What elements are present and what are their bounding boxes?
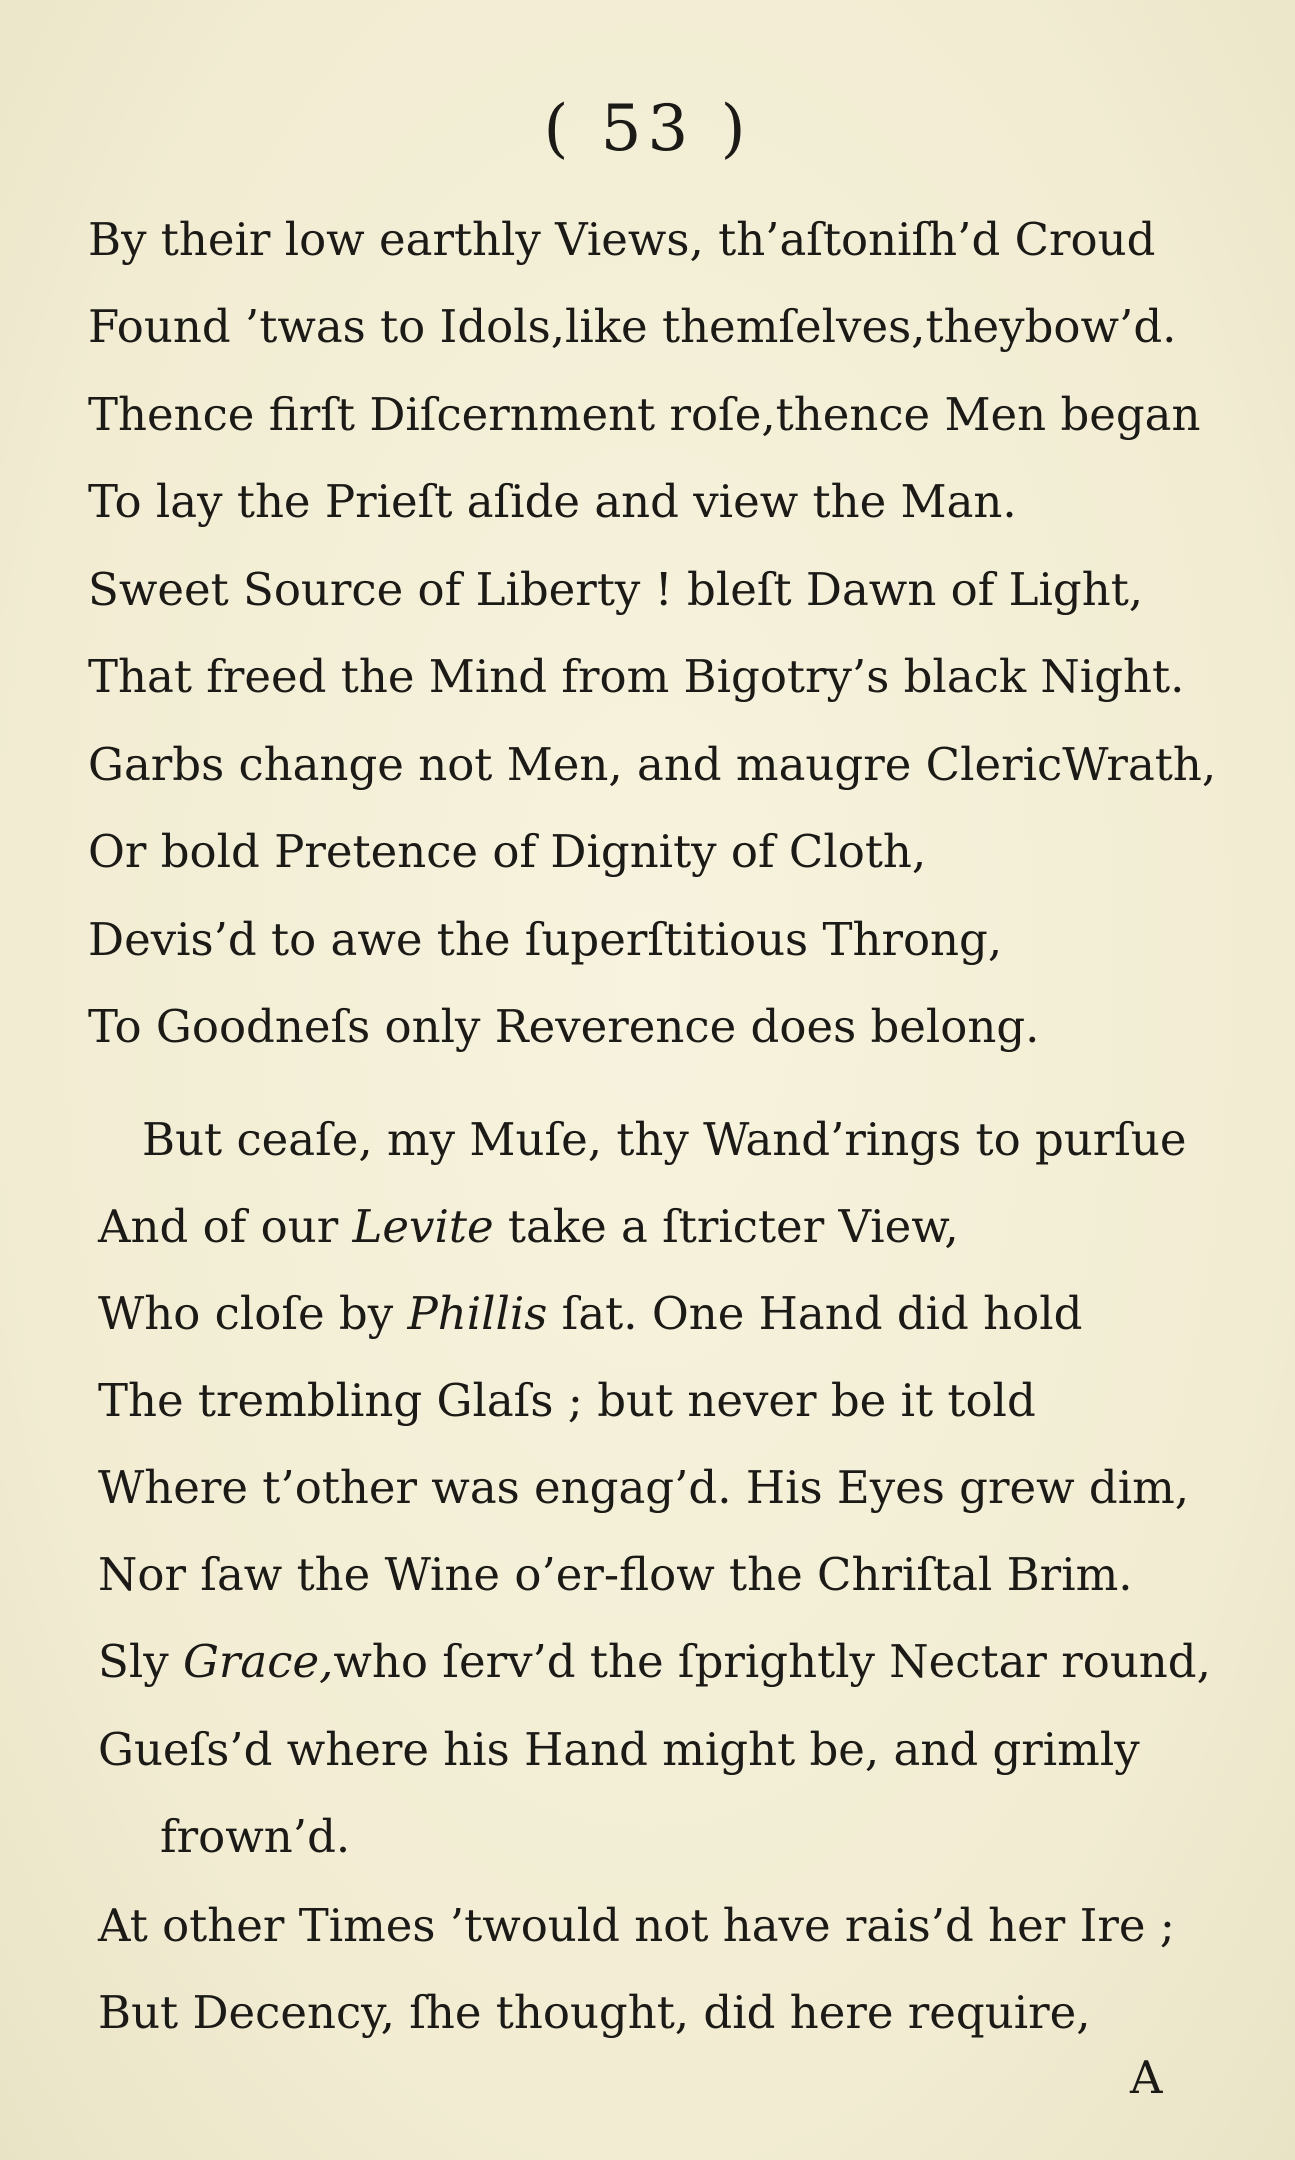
poem-line-7: Garbs change not Men, and maugre ClericWrath,	[88, 738, 1217, 791]
catchword: A	[1130, 2051, 1163, 2104]
poem-line-5: Sweet Source of Liberty ! bleſt Dawn of Light,	[88, 563, 1144, 616]
italic-name-levite: Levite	[352, 1200, 494, 1253]
poem-line-10: To Goodneſs only Reverence does belong.	[88, 1000, 1040, 1053]
poem-line-12	[98, 1197, 959, 1257]
poem-line-17-end: who ſerv’d the ſprightly Nectar round,	[333, 1635, 1211, 1688]
poem-line-17-start: Sly	[98, 1635, 183, 1688]
poem-line-15: Where t’other was engag’d. His Eyes grew dim,	[98, 1461, 1190, 1514]
poem-line-18: Gueſs’d where his Hand might be, and grimly	[98, 1723, 1140, 1776]
poem-line-3: Thence firſt Diſcernment roſe,thence Men began	[88, 388, 1201, 441]
poem-line-21: But Decency, ſhe thought, did here require,	[98, 1986, 1091, 2039]
poem-line-4: To lay the Prieſt aſide and view the Man.	[88, 475, 1017, 528]
poem-line-12-start: And of our	[98, 1200, 353, 1253]
poem-line-6: That freed the Mind from Bigotry’s black Night.	[88, 650, 1185, 703]
poem-line-16: Nor ſaw the Wine o’er-flow the Chriſtal Brim.	[98, 1548, 1133, 1601]
poem-line-13-end: ſat. One Hand did hold	[547, 1287, 1083, 1340]
poem-line-9: Devis’d to awe the ſuperſtitious Throng,	[88, 913, 1003, 966]
italic-name-phillis: Phillis	[407, 1287, 548, 1340]
italic-name-grace: Grace,	[182, 1635, 334, 1688]
page-number: ( 53 )	[543, 92, 752, 166]
poem-line-1: By their low earthly Views, th’aſtoniſh’d Croud	[88, 213, 1156, 266]
poem-line-12-end: take a ſtricter View,	[493, 1200, 959, 1253]
poem-line-17	[98, 1632, 1211, 1692]
poem-line-13	[98, 1284, 1082, 1344]
poem-line-19: frown’d.	[160, 1810, 351, 1863]
poem-line-2: Found ’twas to Idols,like themſelves,theybow’d.	[88, 300, 1177, 353]
poem-line-14: The trembling Glaſs ; but never be it told	[98, 1374, 1036, 1427]
poem-line-8: Or bold Pretence of Dignity of Cloth,	[88, 825, 927, 878]
poem-line-11: But ceaſe, my Muſe, thy Wand’rings to purſue	[142, 1113, 1187, 1166]
poem-line-20: At other Times ’twould not have rais’d her Ire ;	[98, 1899, 1175, 1952]
poem-line-13-start: Who cloſe by	[98, 1287, 408, 1340]
